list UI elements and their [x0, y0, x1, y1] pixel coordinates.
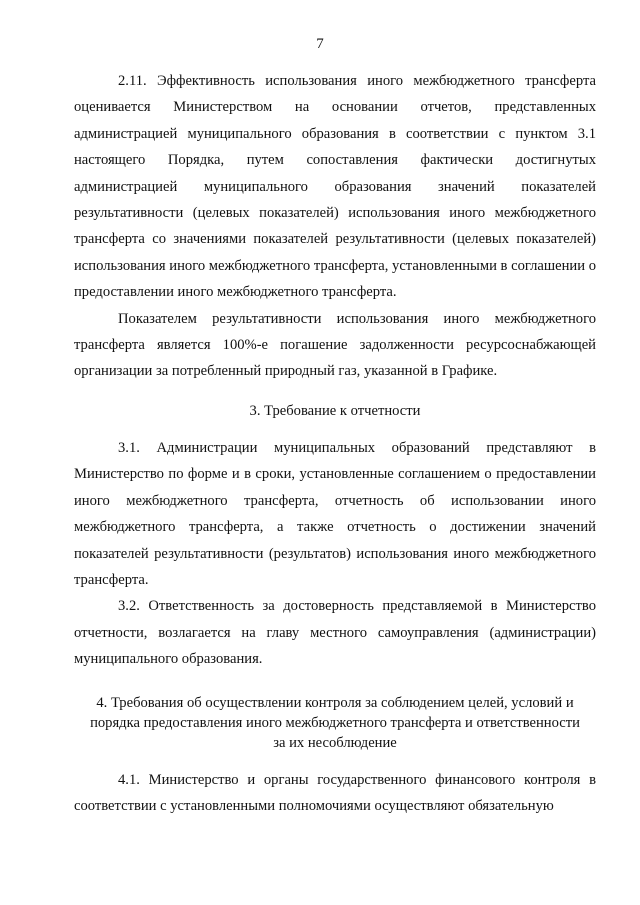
paragraph-3-1: 3.1. Администрации муниципальных образований представляют в Министерство по форме и в сроки, установленные соглашением о предоставлении иного межбюджетного трансферта, отчетность об использовании иного межбюджетного трансферта, а также отчетность о достижении значений показателей результативности (результатов) использования иного межбюджетного трансферта. — [74, 439, 596, 588]
document-body — [74, 68, 596, 819]
paragraph-2-11: 2.11. Эффективность использования иного межбюджетного трансферта оценивается Министерством на основании отчетов, представленных администрацией муниципального образования в соответствии с пунктом 3.1 настоящего Порядка, путем сопоставления фактически достигнутых администрацией муниципального образования значений показателей результативности (целевых показателей) использования иного межбюджетного трансферта со значениями показателей результативности (целевых показателей) использования иного межбюджетного трансферта, установленными в соглашении о предоставлении иного межбюджетного трансферта. — [74, 73, 596, 301]
section-4-heading-line: за их несоблюдение — [273, 734, 397, 751]
section-4-heading-line: порядка предоставления иного межбюджетного трансферта и ответственности — [90, 714, 580, 731]
paragraph-4-1: 4.1. Министерство и органы государственного финансового контроля в соответствии с установленными полномочиями осуществляют обязательную — [74, 771, 596, 814]
paragraph-result-indicator: Показателем результативности использования иного межбюджетного трансферта является 100%-е погашение задолженности ресурсоснабжающей организации за потребленный природный газ, указанной в Графике. — [74, 310, 596, 380]
section-3-heading: 3. Требование к отчетности — [249, 402, 421, 419]
page-number: 7 — [316, 36, 324, 52]
paragraph-3-2: 3.2. Ответственность за достоверность представляемой в Министерство отчетности, возлагается на главу местного самоуправления (администрации) муниципального образования. — [74, 598, 596, 668]
section-4-heading-line: 4. Требования об осуществлении контроля за соблюдением целей, условий и — [96, 694, 574, 711]
section-4-heading — [74, 693, 596, 753]
